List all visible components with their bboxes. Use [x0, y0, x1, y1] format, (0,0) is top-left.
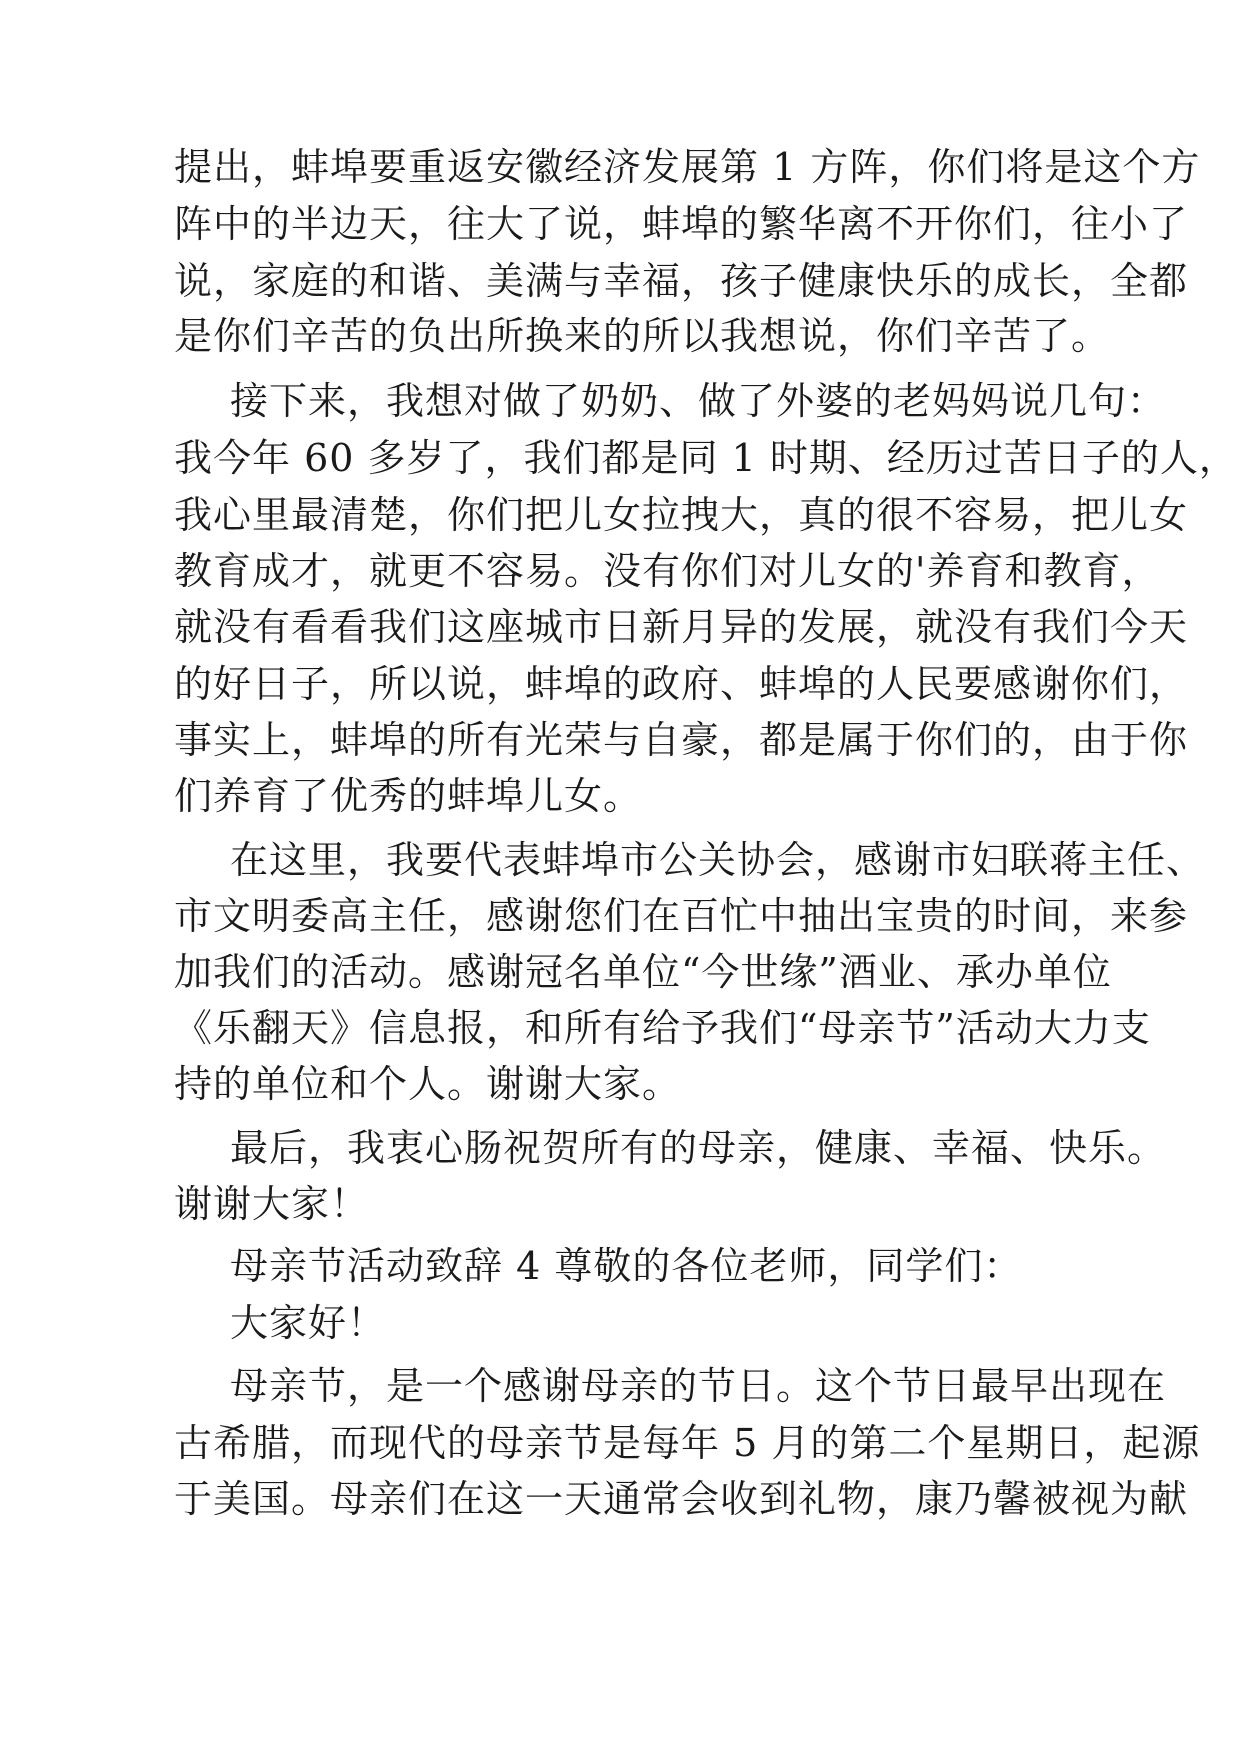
text-line: 说，家庭的和谐、美满与幸福，孩子健康快乐的成长，全都 [174, 259, 1189, 303]
text-line: 接下来，我想对做了奶奶、做了外婆的老妈妈说几句： [230, 379, 1167, 423]
text-line: 就没有看看我们这座城市日新月异的发展，就没有我们今天 [174, 605, 1189, 649]
text-line: 我心里最清楚，你们把儿女拉拽大，真的很不容易，把儿女 [174, 493, 1189, 537]
text-line: 我今年 60 多岁了，我们都是同 1 时期、经历过苦日子的人， [174, 436, 1238, 480]
text-line: 市文明委高主任，感谢您们在百忙中抽出宝贵的时间，来参 [174, 894, 1189, 938]
text-line: 母亲节，是一个感谢母亲的节日。这个节日最早出现在 [230, 1364, 1167, 1408]
text-line: 大家好！ [230, 1301, 387, 1345]
text-line: 加我们的活动。感谢冠名单位“今世缘”酒业、承办单位 [174, 950, 1112, 994]
text-line: 持的单位和个人。谢谢大家。 [174, 1062, 682, 1106]
text-line: 《乐翻天》信息报，和所有给予我们“母亲节”活动大力支 [174, 1006, 1151, 1050]
text-line: 事实上，蚌埠的所有光荣与自豪，都是属于你们的，由于你 [174, 718, 1189, 762]
text-line: 是你们辛苦的负出所换来的所以我想说，你们辛苦了。 [174, 314, 1111, 358]
text-line: 提出，蚌埠要重返安徽经济发展第 1 方阵，你们将是这个方 [174, 145, 1201, 189]
text-line: 最后，我衷心肠祝贺所有的母亲，健康、幸福、快乐。 [230, 1126, 1167, 1170]
text-line: 于美国。母亲们在这一天通常会收到礼物，康乃馨被视为献 [174, 1477, 1189, 1521]
text-line: 在这里，我要代表蚌埠市公关协会，感谢市妇联蒋主任、 [230, 838, 1206, 882]
text-line: 谢谢大家！ [174, 1182, 370, 1226]
text-line: 古希腊，而现代的母亲节是每年 5 月的第二个星期日，起源 [174, 1421, 1201, 1465]
text-line: 母亲节活动致辞 4 尊敬的各位老师，同学们： [230, 1244, 1023, 1288]
text-line: 教育成才，就更不容易。没有你们对儿女的'养育和教育， [174, 549, 1161, 593]
text-line: 的好日子，所以说，蚌埠的政府、蚌埠的人民要感谢你们， [174, 662, 1189, 706]
text-line: 们养育了优秀的蚌埠儿女。 [174, 774, 643, 818]
text-line: 阵中的半边天，往大了说，蚌埠的繁华离不开你们，往小了 [174, 202, 1189, 246]
